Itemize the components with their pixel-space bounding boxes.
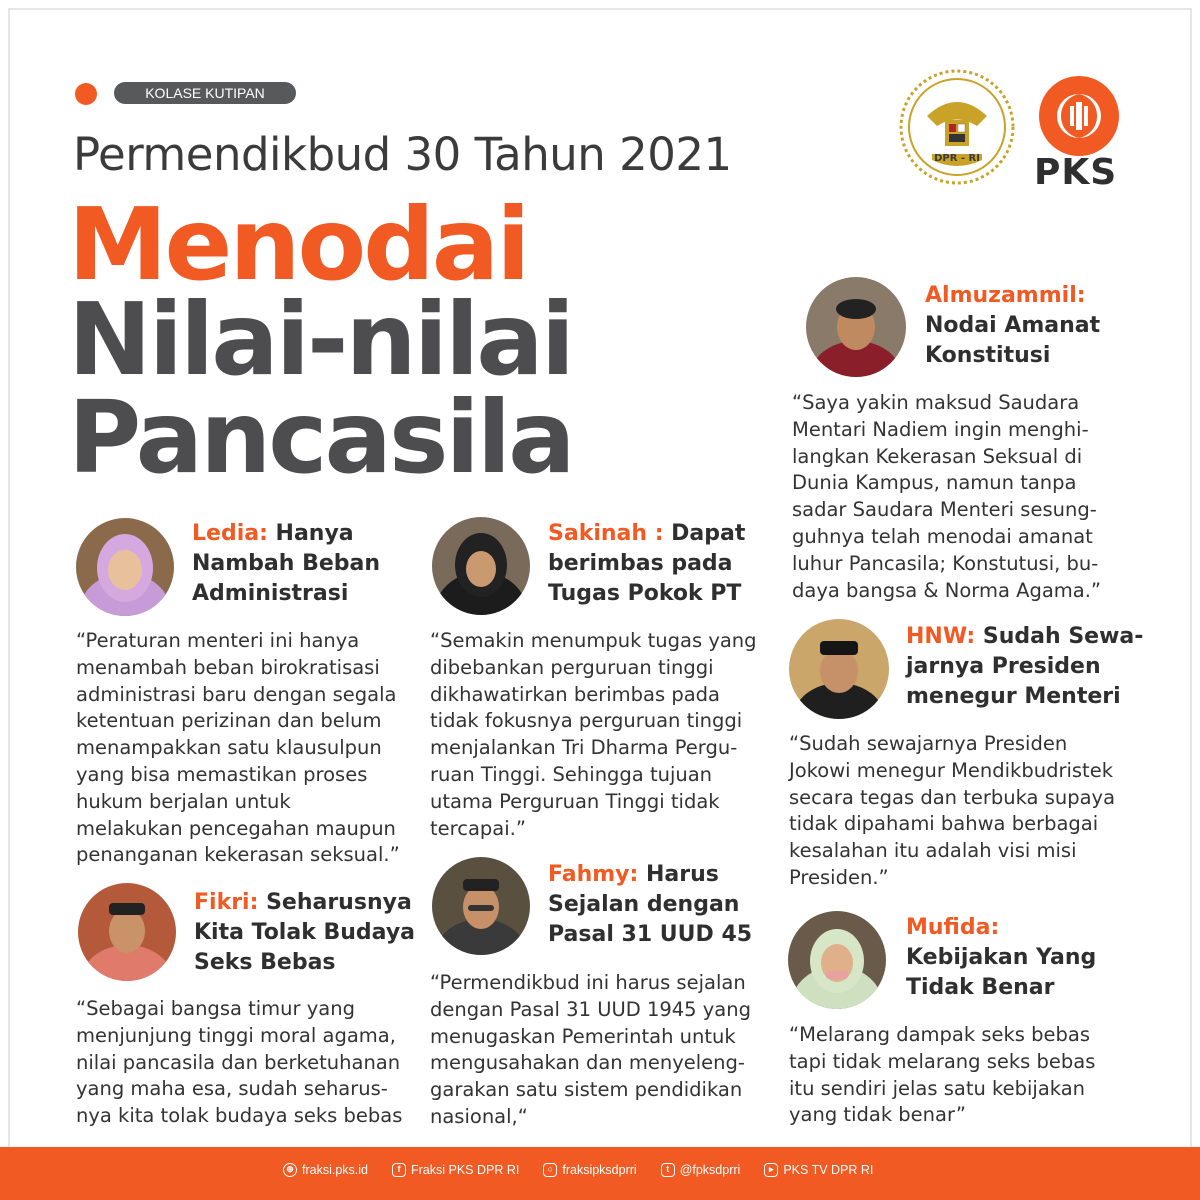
sakinah-headline <box>548 519 745 609</box>
quote-line: tidak dipahami bahwa berbagai <box>789 812 1099 836</box>
mufida-headline-2: Kebijakan Yang <box>906 945 1097 970</box>
sakinah-headline-3: Tugas Pokok PT <box>548 581 742 606</box>
quote-line: menjunjung tinggi moral agama, <box>76 1023 396 1047</box>
twitter-link[interactable] <box>661 1163 741 1177</box>
ledia-name: Ledia: <box>192 521 268 546</box>
quote-line: garakan satu sistem pendidikan <box>430 1078 743 1102</box>
facebook-link[interactable] <box>392 1163 519 1177</box>
sakinah-headline-1: Dapat <box>671 521 746 546</box>
mufida-headline <box>906 913 1096 1003</box>
quote-line: dikhawatirkan berimbas pada <box>430 682 720 706</box>
hnw-headline <box>906 622 1143 712</box>
quote-line: dengan Pasal 31 UUD 1945 yang <box>430 997 751 1021</box>
title-line-3: Pancasila <box>68 379 573 496</box>
quote-line: secara tegas dan terbuka supaya <box>789 785 1116 809</box>
fikri-headline-1: Seharusnya <box>266 890 412 915</box>
website-link[interactable] <box>283 1163 368 1177</box>
quote-line: Jokowi menegur Mendikbudristek <box>789 758 1113 782</box>
mufida-name: Mufida: <box>906 915 1000 940</box>
quote-line: tidak fokusnya perguruan tinggi <box>430 709 743 733</box>
fahmy-name: Fahmy: <box>548 862 639 887</box>
sakinah-headline-2: berimbas pada <box>548 551 733 576</box>
quote-line: sadar Saudara Menteri sesung- <box>792 498 1097 522</box>
instagram-label: fraksipksdprri <box>562 1163 637 1177</box>
instagram-link[interactable] <box>543 1163 636 1177</box>
quote-line: Dunia Kampus, namun tanpa <box>792 471 1077 495</box>
quote-line: ruan Tinggi. Sehingga tujuan <box>430 762 713 786</box>
page-subtitle: Permendikbud 30 Tahun 2021 <box>73 128 732 181</box>
quote-line: “Sudah sewajarnya Presiden <box>789 732 1068 755</box>
quote-line: “Sebagai bangsa timur yang <box>76 997 355 1020</box>
sakinah-quote <box>430 628 757 842</box>
hnw-quote <box>789 731 1115 892</box>
quote-line: “Saya yakin maksud Saudara <box>792 391 1080 414</box>
quote-line: menambah beban birokratisasi <box>76 655 380 679</box>
almuzammil-quote <box>792 390 1101 604</box>
facebook-label: Fraksi PKS DPR RI <box>411 1163 520 1177</box>
quote-line: administrasi baru dengan segala <box>76 682 397 706</box>
hnw-name: HNW: <box>906 624 976 649</box>
quote-line: penanganan kekerasan seksual.” <box>76 843 400 867</box>
globe-icon: ⊕ <box>283 1163 297 1177</box>
category-tag: KOLASE KUTIPAN <box>114 82 296 104</box>
ledia-photo <box>76 518 174 616</box>
fikri-name: Fikri: <box>194 890 259 915</box>
fahmy-headline-2: Sejalan dengan <box>548 892 740 917</box>
quote-line: melakukan pencegahan maupun <box>76 816 396 840</box>
fahmy-headline-1: Harus <box>645 862 719 887</box>
mufida-photo <box>788 911 886 1009</box>
quote-line: kesalahan itu adalah visi misi <box>789 839 1077 863</box>
mufida-headline-3: Tidak Benar <box>906 975 1055 1000</box>
quote-line: dibebankan perguruan tinggi <box>430 655 714 679</box>
fikri-quote <box>76 996 402 1130</box>
ledia-headline <box>192 519 380 609</box>
fikri-headline-3: Seks Bebas <box>194 950 336 975</box>
quote-line: guhnya telah menodai amanat <box>792 524 1093 548</box>
instagram-icon: ○ <box>543 1163 557 1177</box>
website-label: fraksi.pks.id <box>302 1163 368 1177</box>
mufida-quote <box>789 1022 1095 1129</box>
youtube-label: PKS TV DPR RI <box>783 1163 874 1177</box>
fahmy-photo <box>432 857 530 955</box>
fahmy-headline-3: Pasal 31 UUD 45 <box>548 922 753 947</box>
twitter-icon: t <box>661 1163 675 1177</box>
quote-line: langkan Kekerasan Seksual di <box>792 444 1083 468</box>
orange-dot <box>75 83 97 105</box>
pks-logo-icon <box>1039 76 1119 156</box>
youtube-link[interactable] <box>764 1163 873 1177</box>
almuzammil-name: Almuzammil: <box>925 283 1086 308</box>
title-line-1: Menodai <box>68 186 528 303</box>
ledia-headline-1: Hanya <box>275 521 354 546</box>
quote-line: “Peraturan menteri ini hanya <box>76 629 360 652</box>
almuzammil-headline-3: Konstitusi <box>925 343 1051 368</box>
almuzammil-headline-2: Nodai Amanat <box>925 313 1101 338</box>
quote-line: Presiden.” <box>789 865 889 889</box>
fahmy-quote <box>430 970 751 1131</box>
ledia-headline-2: Nambah Beban <box>192 551 381 576</box>
ledia-quote <box>76 628 400 869</box>
quote-line: nilai pancasila dan berketuhanan <box>76 1050 401 1074</box>
quote-line: yang tidak benar” <box>789 1103 966 1127</box>
quote-line: itu sendiri jelas satu kebijakan <box>789 1076 1086 1100</box>
pks-logo-text: PKS <box>1034 152 1118 193</box>
sakinah-photo <box>432 517 530 615</box>
quote-line: nya kita tolak budaya seks bebas <box>76 1104 403 1128</box>
fikri-headline <box>194 888 415 978</box>
facebook-icon: f <box>392 1163 406 1177</box>
quote-line: daya bangsa & Norma Agama.” <box>792 578 1102 602</box>
hnw-headline-3: menegur Menteri <box>906 684 1121 709</box>
quote-line: menjalankan Tri Dharma Pergu- <box>430 736 738 760</box>
quote-line: yang maha esa, sudah seharus- <box>76 1077 388 1101</box>
quote-line: luhur Pancasila; Konstutusi, bu- <box>792 551 1099 575</box>
quote-line: ketentuan perizinan dan belum <box>76 709 382 733</box>
svg-text:DPR - RI: DPR - RI <box>934 153 980 164</box>
twitter-label: @fpksdprri <box>679 1163 741 1177</box>
fikri-photo <box>78 883 176 981</box>
sakinah-name: Sakinah : <box>548 521 664 546</box>
quote-line: hukum berjalan untuk <box>76 789 291 813</box>
ledia-headline-3: Administrasi <box>192 581 349 606</box>
quote-line: menampakkan satu klausulpun <box>76 736 382 760</box>
quote-line: “Melarang dampak seks bebas <box>789 1023 1091 1046</box>
quote-line: mengusahakan dan menyeleng- <box>430 1051 745 1075</box>
footer-social-links <box>283 1163 873 1177</box>
almuzammil-headline <box>925 281 1100 371</box>
quote-line: Mentari Nadiem ingin menghi- <box>792 417 1089 441</box>
quote-line: utama Perguruan Tinggi tidak <box>430 789 720 813</box>
quote-line: nasional,“ <box>430 1104 528 1128</box>
fahmy-headline <box>548 860 752 950</box>
quote-line: “Semakin menumpuk tugas yang <box>430 629 757 652</box>
quote-line: tapi tidak melarang seks bebas <box>789 1049 1096 1073</box>
title-line-2: Nilai-nilai <box>68 281 573 398</box>
dpr-ri-logo <box>897 68 1017 186</box>
quote-line: yang bisa memastikan proses <box>76 762 368 786</box>
hnw-photo <box>789 619 889 719</box>
fikri-headline-2: Kita Tolak Budaya <box>194 920 416 945</box>
almuzammil-photo <box>806 277 906 377</box>
hnw-headline-1: Sudah Sewa- <box>982 624 1144 649</box>
quote-line: menugaskan Pemerintah untuk <box>430 1024 736 1048</box>
hnw-headline-2: jarnya Presiden <box>906 654 1101 679</box>
quote-line: “Permendikbud ini harus sejalan <box>430 971 746 994</box>
youtube-icon: ▸ <box>764 1163 778 1177</box>
quote-line: tercapai.” <box>430 816 526 840</box>
